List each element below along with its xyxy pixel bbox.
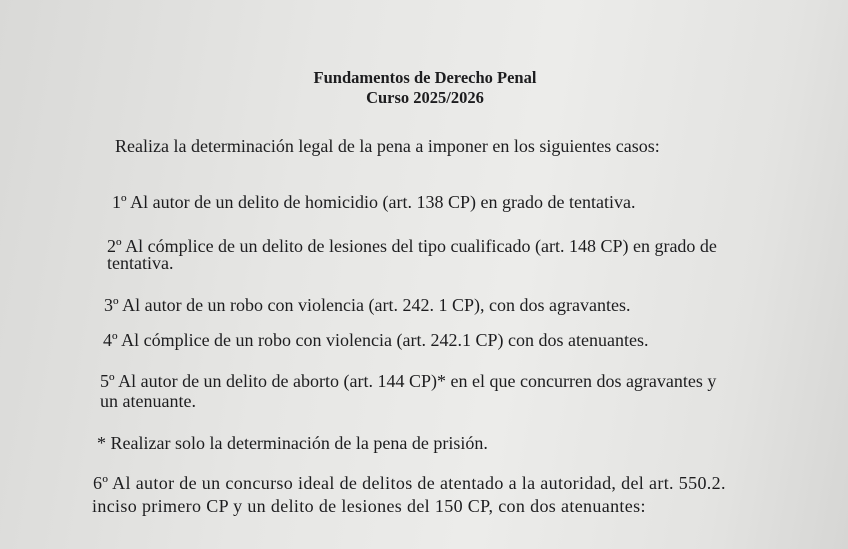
instructions-text: Realiza la determinación legal de la pena a imponer en los siguientes casos: — [115, 136, 660, 156]
case-5-line-2: un atenuante. — [100, 391, 196, 411]
case-5-line-1: 5º Al autor de un delito de aborto (art. 144 CP)* en el que concurren dos agravantes y — [100, 371, 717, 391]
case-2-line-1: 2º Al cómplice de un delito de lesiones del tipo cualificado (art. 148 CP) en grado de — [107, 236, 717, 256]
case-6-line-2: inciso primero CP y un delito de lesiones del 150 CP, con dos atenuantes: — [92, 496, 646, 516]
footnote-text: * Realizar solo la determinación de la pena de prisión. — [97, 433, 488, 453]
case-3-line-1: 3º Al autor de un robo con violencia (art. 242. 1 CP), con dos agravantes. — [104, 295, 631, 315]
document-title: Fundamentos de Derecho Penal — [313, 68, 537, 87]
case-6-line-1: 6º Al autor de un concurso ideal de delitos de atentado a la autoridad, del art. 550.2. — [93, 473, 726, 493]
case-1-line-1: 1º Al autor de un delito de homicidio (art. 138 CP) en grado de tentativa. — [112, 192, 636, 212]
case-4-line-1: 4º Al cómplice de un robo con violencia (art. 242.1 CP) con dos atenuantes. — [103, 330, 649, 350]
document-subtitle: Curso 2025/2026 — [366, 88, 484, 107]
case-2-line-2: tentativa. — [107, 253, 174, 273]
